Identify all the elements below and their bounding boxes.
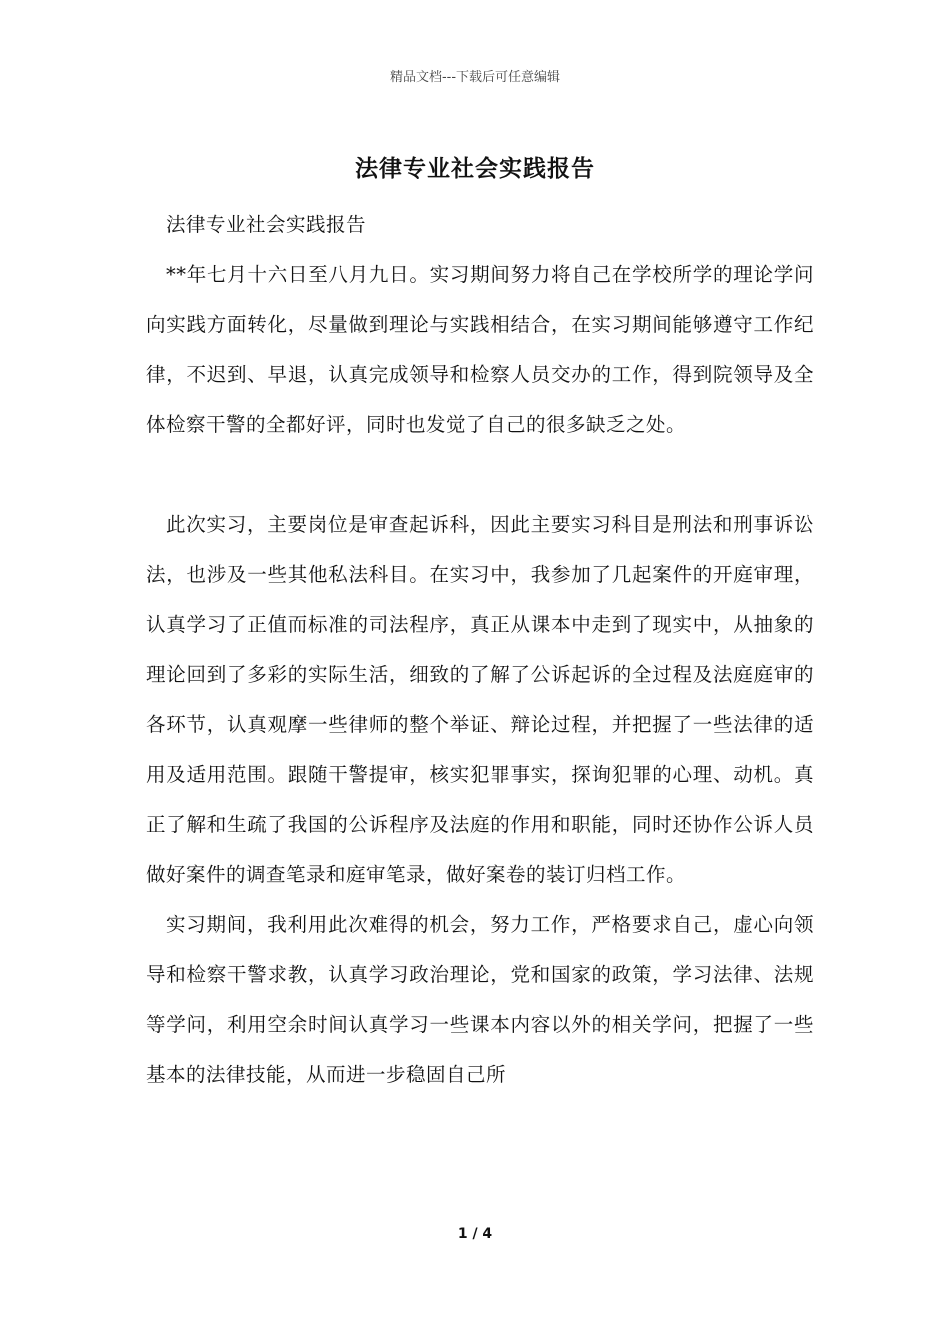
paragraph-gap [146, 450, 814, 500]
paragraph-2: 此次实习，主要岗位是审查起诉科，因此主要实习科目是刑法和刑事诉讼法，也涉及一些其他私法科目。在实习中，我参加了几起案件的开庭审理，认真学习了正值而标准的司法程序，真正从课本中走到了现实中，从抽象的理论回到了多彩的实际生活，细致的了解了公诉起诉的全过程及法庭庭审的各环节，认真观摩一些律师的整个举证、辩论过程，并把握了一些法律的适用及适用范围。跟随干警提审，核实犯罪事实，探询犯罪的心理、动机。真正了解和生疏了我国的公诉程序及法庭的作用和职能，同时还协作公诉人员做好案件的调查笔录和庭审笔录，做好案卷的装订归档工作。 [146, 513, 814, 886]
paragraph-3: 实习期间，我利用此次难得的机会，努力工作，严格要求自己，虚心向领导和检察干警求教，认真学习政治理论，党和国家的政策，学习法律、法规等学问，利用空余时间认真学习一些课本内容以外的相关学问，把握了一些基本的法律技能，从而进一步稳固自己所 [146, 913, 814, 1086]
paragraph-1: **年七月十六日至八月九日。实习期间努力将自己在学校所学的理论学问向实践方面转化，尽量做到理论与实践相结合，在实习期间能够遵守工作纪律，不迟到、早退，认真完成领导和检察人员交办的工作，得到院领导及全体检察干警的全都好评，同时也发觉了自己的很多缺乏之处。 [146, 263, 814, 436]
document-body [146, 200, 814, 1100]
page-number: 1 / 4 [457, 1226, 493, 1242]
header-note: 精品文档---下载后可任意编辑 [389, 70, 561, 85]
subtitle-line: 法律专业社会实践报告 [166, 213, 367, 236]
document-title: 法律专业社会实践报告 [355, 155, 595, 182]
